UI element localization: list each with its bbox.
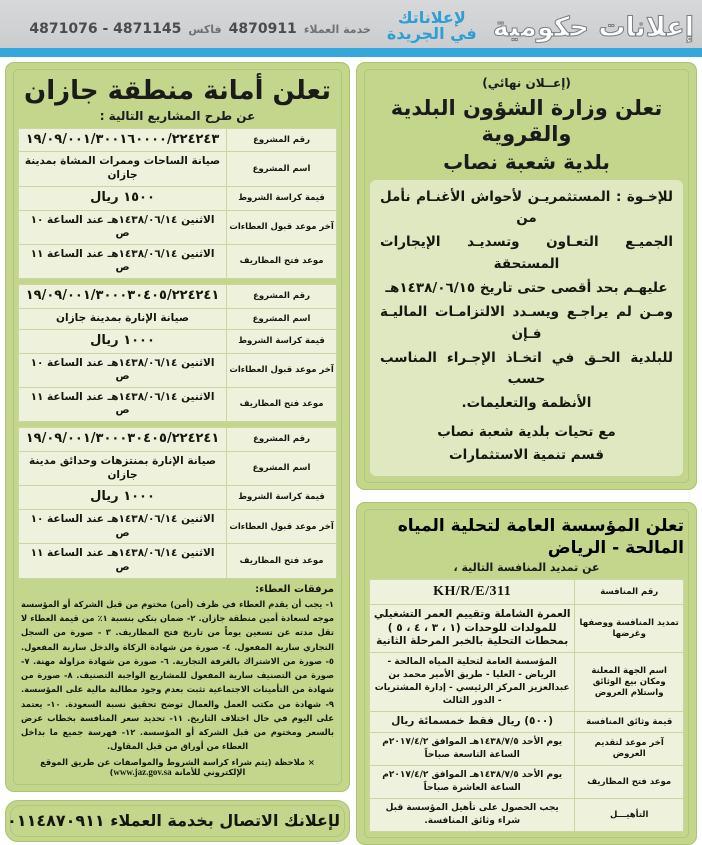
nisab-body-line: الجميـع التعـاون وتسديـد الإيجارات المستحقة [380,234,673,273]
row-label: رقم المشروع [227,128,337,152]
jazan-subtitle: عن طرح المشاريع التالية : [99,108,256,123]
water-desalination-ad [356,502,697,845]
row-value: صيانة الإنارة بمنتزهات وحدائق مدينة جازان [19,452,227,486]
table-row [370,653,684,712]
jazan-project-table-3 [18,427,337,579]
table-row [19,428,337,452]
row-value: صيانة الساحات وممرات المشاة بمدينة جازان [19,152,227,186]
row-value: ١٠٠٠ ريال [19,329,227,353]
nisab-body-line: عليهـم بحد أقصى حتى تاريخ ١٤٣٨/٠٦/١٥هـ [385,279,668,296]
tagline-line-1: لإعلاناتك [397,8,466,27]
row-label: رقم المشروع [227,285,337,309]
amanah-website-url[interactable]: www.jaz.gov.sa [113,766,172,777]
jazan-project-table-2 [18,284,337,422]
notes-website-remark [21,757,334,777]
advertise-contact-banner[interactable] [5,800,350,842]
fax-numbers: 4871076 - 4871145 [29,21,182,37]
row-value: صيانة الإنارة بمدينة جازان [19,309,227,330]
jazan-project-table-1 [18,128,337,280]
row-label: قيمة كراسة الشروط [227,486,337,510]
water-ad-title: تعلن المؤسسة العامة لتحلية المياه المالحة - الرياض [397,515,684,558]
row-value: الاثنين ١٤٣٨/٠٦/١٤هـ عند الساعة ١١ ص [19,244,227,278]
nisab-body-line: الأنظمة والتعليمات. [461,395,592,412]
ads-page-body [0,56,702,830]
row-label: اسم المشروع [227,309,337,330]
table-row [19,510,337,544]
row-value: يوم الأحد ١٤٣٨/٧/٥هـ الموافق ٢٠١٧/٤/٢م الساعة العاشرة صباحاً [370,766,575,799]
nisab-ad-body [369,179,684,477]
row-value: ١٠٠٠ ريال [19,486,227,510]
nisab-signature-line-2: قسم تنمية الاستثمارات [449,446,604,463]
row-label: آخر موعد لتقديم العروض [575,732,684,765]
row-label: التأهيـــل [575,799,684,832]
row-value: يجب الحصول على تأهيل المؤسسة قبل شراء وثائق المنافسة. [370,799,575,832]
table-row [370,799,684,832]
customer-service-number: 4870911 [228,21,297,37]
row-label: آخر موعد قبول العطاءات [227,353,337,387]
table-row [370,580,684,605]
row-value: الاثنين ١٤٣٨/٠٦/١٤هـ عند الساعة ١١ ص [19,387,227,421]
table-row [370,766,684,799]
row-label: موعد فتح المظاريف [227,387,337,421]
table-row [19,353,337,387]
row-value: ١٥٠٠ ريال [19,186,227,210]
nisab-body-line: ومـن لم يراجـع ويسـدد الالتزامـات الماليـة فـإن [380,303,673,342]
table-row [19,244,337,278]
jazan-title: تعلن أمانة منطقة جازان [24,76,331,106]
row-label: قيمة كراسة الشروط [227,329,337,353]
row-label: اسم المشروع [227,152,337,186]
nisab-signature [380,422,673,467]
row-value: المؤسسة العامة لتحلية المياه المالحة - الرياض - العليا - طريق الأمير محمد بن عبدالعزيز المركز الرئيسي - إدارة المشتريات - الدور الثالث [370,653,575,712]
row-value: يوم الأحد ١٤٣٨/٧/٥هـ الموافق ٢٠١٧/٤/٢م الساعة التاسعة صباحاً [370,732,575,765]
row-value: الاثنين ١٤٣٨/٠٦/١٤هـ عند الساعة ١٠ ص [19,510,227,544]
row-label: قيمة كراسة الشروط [227,186,337,210]
row-value: العمرة الشاملة وتقييم العمر التشغيلي للمولدات للوحدات (١ ، ٣ ، ٤ ، ٥ ) بمحطات التحلية بالخبر المرحلة الثانية [370,605,575,653]
government-ads-title: إعلانات حكومية [492,11,694,43]
row-value: ١٩/٠٩/٠٠١/٣٠٠٠٣٠٤٠٥/٢٢٤٢٤١ [19,285,227,309]
water-ad-subtitle: عن تمديد المنافسة التالية ، [453,561,600,574]
nisab-ad-heading [369,76,684,175]
jazan-municipality-ad [5,62,350,792]
nisab-municipality-title: بلدية شعبة نصاب [443,149,610,174]
fax-label: فاكس [188,23,222,36]
row-label: موعد فتح المظاريف [575,766,684,799]
row-value: ١٩/٠٩/٠٠١/٣٠٠٠٣٠٤٠٥/٢٢٤٢٤١ [19,428,227,452]
row-label: قيمة وثائق المنافسة [575,712,684,733]
row-label: آخر موعد قبول العطاءات [227,210,337,244]
nisab-municipality-ad [356,62,697,490]
table-row [19,544,337,578]
row-value: KH/R/E/311 [370,580,575,605]
notes-remark-prefix: × ملاحظة (يتم شراء كراسة الشروط والمواصفات عن طريق الموقع الإلكتروني للأمانة [40,756,315,777]
table-row [19,486,337,510]
masthead [0,0,702,56]
jazan-bid-attachments-notes [18,579,337,779]
notes-body: ١- يجب أن يقدم العطاء في ظرف (أمن) مختوم من قبل الشركة أو المؤسسة موجه لسعادة أمين منطقة جازان. ٢- ضمان بنكي بنسبة ١٪ من قيمة العطاء لا تقل مدته عن تسعين يوماً من تاريخ فتح المظاريف. ٣ - صورة من السجل التجاري سارية المفعول. ٤- صورة من شهادة الزكاة والدخل سارية المفعول. ٥- صورة من الاشتراك بالغرفة التجارية. ٦- صورة من شهادة مزاولة مهنة. ٧- صورة من التصنيف سارية المفعول للمشاريع الواجبة التصنيف. ٨- صورة من شهادة من التأمينات الاجتماعية تثبت بعدم وجود مطالبة مالية على المؤسسة. ٩- شهادة من مكتب العمل والعمال توضح تحقيق نسبة السعودة. ١٠- يعتمد على اليوم في حال اختلاف التاريخ. ١١- تحديد سعر المنافسة بخطاب عرض بالسعر ومختوم من قبل الشركة أو المؤسسة. ١٢- فهرسة جميع ما بداخل العطاء من أوراق من قبل المقاول. [21,598,335,752]
right-column [356,62,697,827]
row-label: تمديد المنافسة ووصفها وغرضها [575,605,684,653]
table-row [19,186,337,210]
table-row [370,605,684,653]
nisab-body-line: للبلدية الحـق في اتخـاذ الإجـراء المناسب حسب [380,349,673,388]
jazan-ad-heading [18,75,337,108]
advertise-contact-text: لإعلانك الاتصال بخدمة العملاء ٠١١٤٨٧٠٩١١ [7,810,340,830]
nisab-final-notice-kicker: (إعــلان نهائي) [482,76,571,90]
blue-divider-bar [0,48,702,57]
table-row [370,712,684,733]
customer-service-label: خدمة العملاء [303,23,371,36]
row-value: الاثنين ١٤٣٨/٠٦/١٤هـ عند الساعة ١٠ ص [19,210,227,244]
row-label: اسم الجهة المعلنة ومكان بيع الوثائق واستلام العروض [575,653,684,712]
row-label: موعد فتح المظاريف [227,244,337,278]
row-label: اسم المشروع [227,452,337,486]
table-row [19,452,337,486]
notes-remark-suffix: ) [109,766,114,777]
newspaper-ads-tagline [387,6,477,42]
row-label: رقم المنافسة [575,580,684,605]
notes-title: مرفقات العطاء: [255,583,334,595]
table-row [19,152,337,186]
row-label: رقم المشروع [227,428,337,452]
table-row [370,732,684,765]
nisab-ministry-title: تعلن وزارة الشؤون البلدية والقروية [390,96,663,147]
table-row [19,309,337,330]
water-tender-table [369,579,684,832]
nisab-signature-line-1: مع تحيات بلدية شعبة نصاب [437,424,616,441]
row-value: ١٩/٠٩/٠٠١/٣٠٠١٦٠٠٠٠/٢٢٤٢٤٣ [19,128,227,152]
row-value: (٥٠٠) ريال فقط خمسمائة ريال [370,712,575,733]
row-label: آخر موعد قبول العطاءات [227,510,337,544]
tagline-line-2: في الجريدة [386,24,477,43]
row-label: موعد فتح المظاريف [227,544,337,578]
nisab-body-line: للإخـوة : المستثمريـن لأحواش الأغنـام نأمل من [380,188,673,227]
table-row [19,329,337,353]
table-row [19,387,337,421]
table-row [19,210,337,244]
left-column [5,62,350,830]
table-row [19,285,337,309]
row-value: الاثنين ١٤٣٨/٠٦/١٤هـ عند الساعة ١١ ص [19,544,227,578]
masthead-contact-info [29,11,370,37]
table-row [19,128,337,152]
row-value: الاثنين ١٤٣٨/٠٦/١٤هـ عند الساعة ١٠ ص [19,353,227,387]
